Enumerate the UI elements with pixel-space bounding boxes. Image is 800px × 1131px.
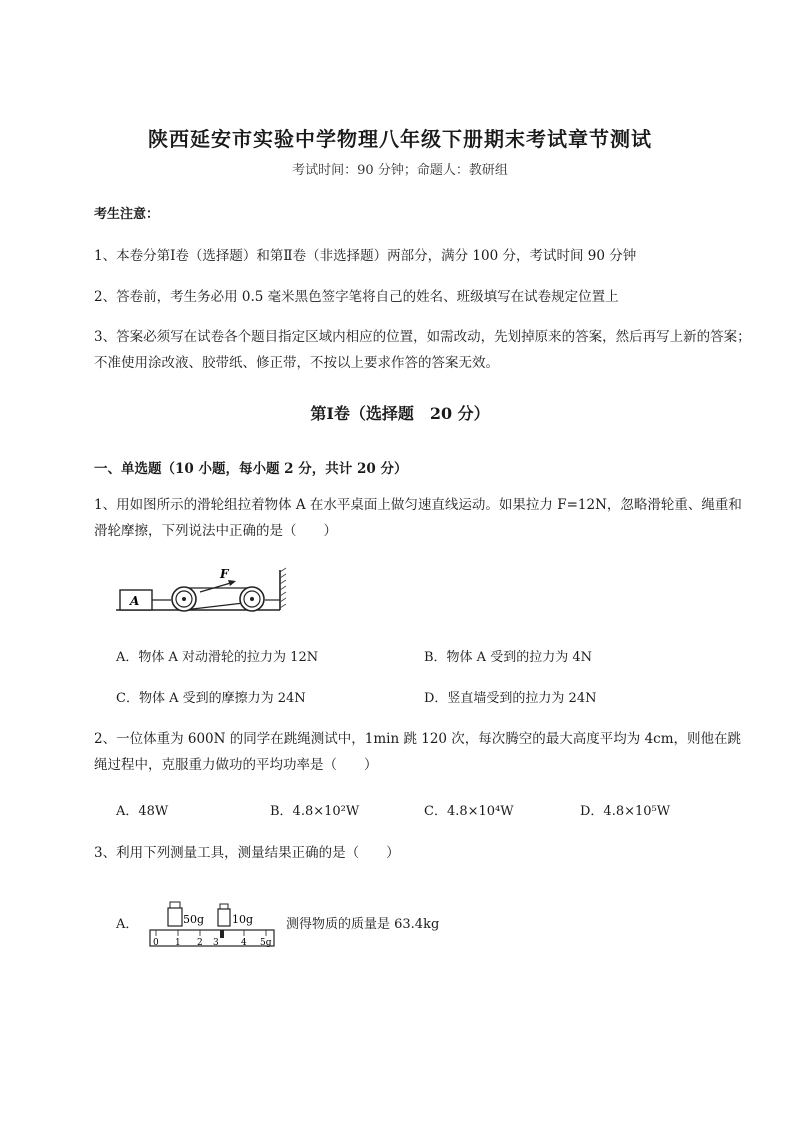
- q3-option-a-text: 测得物质的质量是 63.4kg: [286, 917, 440, 932]
- block-a-label: A: [130, 594, 140, 608]
- q2-option-d[interactable]: D．4.8×10⁵W: [580, 804, 671, 819]
- question-1-stem: 1、用如图所示的滑轮组拉着物体 A 在水平桌面上做匀速直线运动。如果拉力 F=12N，忽略滑轮重、绳重和滑轮摩擦，下列说法中正确的是（ ）: [94, 497, 742, 539]
- scale-tick-0: 0: [153, 938, 159, 948]
- note-item-3: 3、答案必须写在试卷各个题目指定区域内相应的位置，如需改动，先划掉原来的答案，然后再写上新的答案；不准使用涂改液、胶带纸、修正带，不按以上要求作答的答案无效。: [94, 329, 751, 371]
- part-heading: 一、单选题（10 小题，每小题 2 分，共计 20 分）: [94, 461, 408, 477]
- page-title: 陕西延安市实验中学物理八年级下册期末考试章节测试: [148, 127, 652, 151]
- weight-50g-label: 50g: [183, 913, 205, 926]
- q1-option-c[interactable]: C．物体 A 受到的摩擦力为 24N: [116, 691, 306, 706]
- q1-option-a[interactable]: A．物体 A 对动滑轮的拉力为 12N: [116, 650, 319, 665]
- weight-10g: [218, 909, 230, 926]
- q2-option-a[interactable]: A．48W: [116, 804, 169, 819]
- scale-tick-3: 3: [213, 938, 219, 948]
- pulley-diagram: [116, 566, 288, 618]
- question-3-stem: 3、利用下列测量工具，测量结果正确的是（ ）: [94, 845, 400, 861]
- question-2-stem: 2、一位体重为 600N 的同学在跳绳测试中，1min 跳 120 次，每次腾空的最大高度平均为 4cm，则他在跳绳过程中，克服重力做功的平均功率是（ ）: [94, 731, 742, 773]
- exam-info: 考试时间：90 分钟；命题人：教研组: [292, 163, 508, 178]
- q1-option-b[interactable]: B．物体 A 受到的拉力为 4N: [424, 650, 592, 665]
- balance-weights-diagram: [148, 894, 278, 950]
- note-item-2: 2、答卷前，考生务必用 0.5 毫米黑色签字笔将自己的姓名、班级填写在试卷规定位置上: [94, 289, 619, 305]
- q2-option-c[interactable]: C．4.8×10⁴W: [424, 804, 514, 819]
- scale-bar: [150, 930, 274, 946]
- q2-option-b[interactable]: B．4.8×10²W: [270, 804, 360, 819]
- force-label: F: [220, 567, 229, 581]
- q1-option-d[interactable]: D．竖直墙受到的拉力为 24N: [424, 691, 597, 706]
- q3-option-a-label[interactable]: A．: [116, 917, 139, 932]
- scale-tick-4: 4: [241, 938, 247, 948]
- weight-50g: [168, 908, 182, 926]
- scale-tick-1: 1: [175, 938, 181, 948]
- notes-heading: 考生注意：: [94, 207, 160, 222]
- section-title: 第Ⅰ卷（选择题 20 分）: [310, 404, 490, 423]
- scale-tick-5: 5g: [260, 938, 272, 948]
- wall-hatch: [280, 568, 286, 608]
- scale-tick-2: 2: [197, 938, 203, 948]
- weight-10g-label: 10g: [232, 913, 254, 926]
- note-item-1: 1、本卷分第Ⅰ卷（选择题）和第Ⅱ卷（非选择题）两部分，满分 100 分，考试时间 90 分钟: [94, 248, 637, 264]
